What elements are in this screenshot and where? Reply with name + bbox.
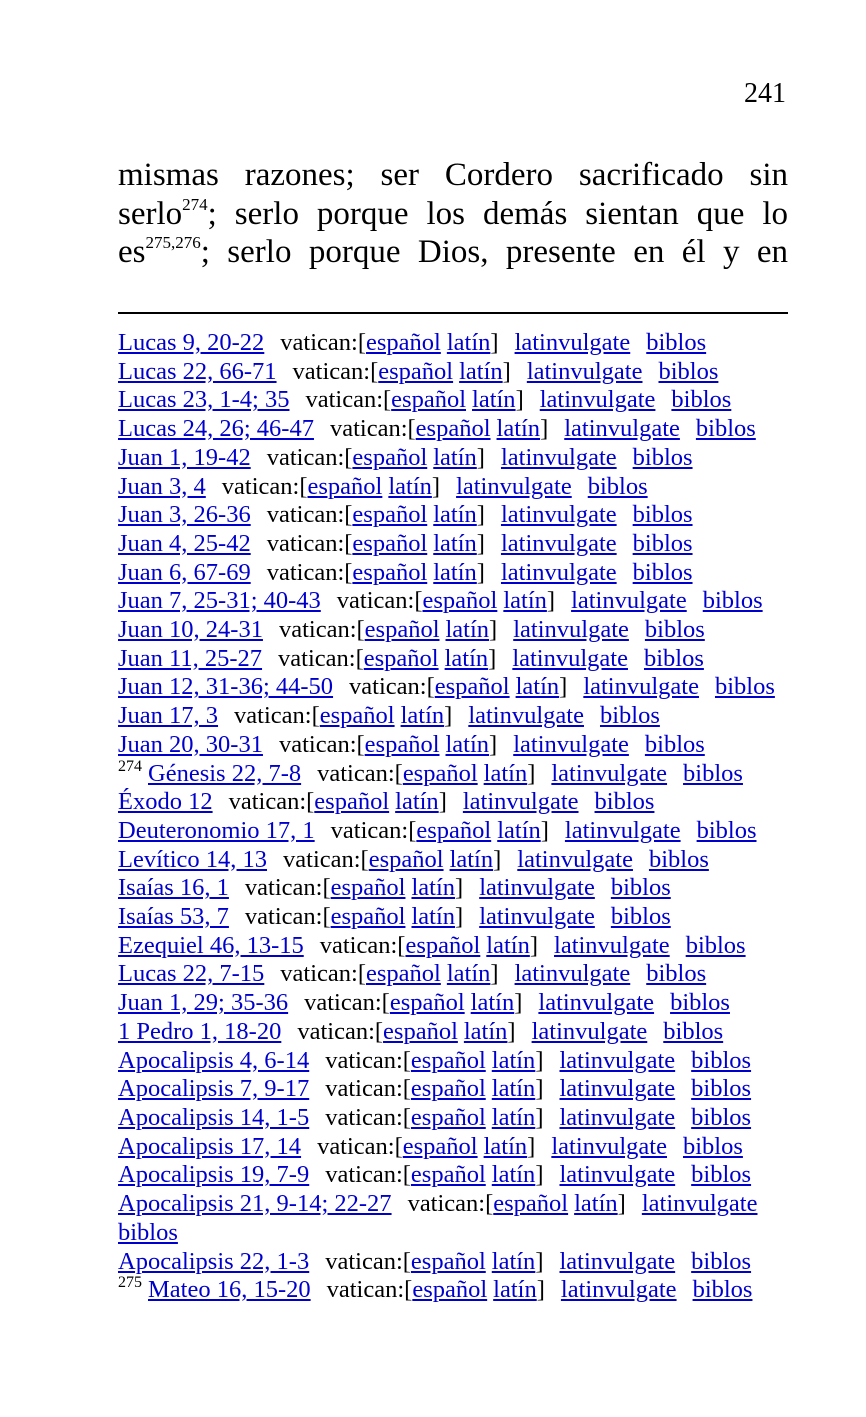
footnote-line [118, 1018, 798, 1047]
scripture-reference-link[interactable]: Lucas 22, 66-71 [118, 357, 277, 385]
espanol-link[interactable]: español [410, 1161, 486, 1189]
footnote-number: 274 [118, 757, 142, 775]
footnote-line [118, 846, 798, 875]
latin-link[interactable]: latín [433, 443, 477, 471]
scripture-reference-link[interactable]: Apocalipsis 21, 9-14; 22-27 [118, 1190, 392, 1218]
biblos-link[interactable]: biblos [644, 616, 705, 644]
bracket-close: ] [476, 529, 485, 557]
vatican-label: vatican:[ [297, 1017, 384, 1045]
latin-link[interactable]: latín [433, 501, 477, 529]
vatican-label: vatican:[ [325, 1046, 411, 1074]
page-number: 241 [744, 78, 786, 109]
biblos-link[interactable]: biblos [691, 1247, 752, 1275]
latin-link[interactable]: latín [491, 1075, 536, 1103]
footnote-line [118, 757, 798, 789]
espanol-link[interactable]: español [307, 472, 383, 500]
latinvulgate-link[interactable]: latinvulgate [517, 845, 633, 873]
vatican-label: vatican:[ [336, 587, 423, 615]
scripture-reference-link[interactable]: Lucas 23, 1-4; 35 [118, 386, 290, 414]
latin-link[interactable]: latín [515, 673, 560, 701]
bracket-close: ] [514, 989, 523, 1017]
scripture-reference-link[interactable]: Juan 1, 29; 35-36 [118, 989, 289, 1017]
biblos-link[interactable]: biblos [646, 329, 707, 356]
bracket-close: ] [455, 903, 464, 931]
bracket-close: ] [535, 1075, 544, 1103]
vatican-label: vatican:[ [278, 616, 365, 644]
biblos-link[interactable]: biblos [683, 759, 743, 787]
latin-link[interactable]: latín [483, 1132, 528, 1160]
latin-link[interactable]: latín [445, 616, 490, 644]
latinvulgate-link[interactable]: latinvulgate [554, 931, 670, 959]
latin-link[interactable]: latín [486, 931, 530, 959]
footnote-ref-274[interactable]: 274 [182, 194, 208, 214]
latinvulgate-link[interactable]: latinvulgate [559, 1075, 676, 1103]
espanol-link[interactable]: español [415, 415, 491, 443]
footnote-line [118, 616, 798, 645]
scripture-reference-link[interactable]: Juan 1, 19-42 [118, 443, 251, 471]
latinvulgate-link[interactable]: latinvulgate [571, 587, 687, 615]
espanol-link[interactable]: español [410, 1046, 486, 1074]
latinvulgate-link[interactable]: latinvulgate [468, 702, 584, 730]
scripture-reference-link[interactable]: Apocalipsis 22, 1-3 [118, 1247, 310, 1275]
footnote-line [118, 444, 798, 473]
footnote-line [118, 415, 798, 444]
footnote-line [118, 1133, 798, 1162]
biblos-link[interactable]: biblos [587, 472, 648, 500]
biblos-link[interactable]: biblos [594, 788, 655, 816]
footnote-line [118, 473, 798, 502]
latinvulgate-link[interactable]: latinvulgate [456, 472, 572, 500]
latin-link[interactable]: latín [400, 702, 445, 730]
espanol-link[interactable]: español [352, 529, 428, 557]
biblos-link[interactable]: biblos [663, 1017, 724, 1045]
latin-link[interactable]: latín [496, 415, 541, 443]
biblos-link[interactable]: biblos [610, 874, 671, 902]
scripture-reference-link[interactable]: Apocalipsis 19, 7-9 [118, 1161, 310, 1189]
footnote-line [118, 1276, 798, 1305]
latinvulgate-link[interactable]: latinvulgate [500, 529, 617, 557]
latin-link[interactable]: latín [449, 845, 494, 873]
latin-link[interactable]: latín [493, 1276, 537, 1304]
scripture-reference-link[interactable]: Juan 10, 24-31 [118, 616, 263, 644]
espanol-link[interactable]: español [366, 329, 441, 356]
biblos-link[interactable]: biblos [691, 1103, 752, 1131]
latin-link[interactable]: latín [463, 1017, 508, 1045]
latinvulgate-link[interactable]: latinvulgate [560, 1276, 677, 1304]
latinvulgate-link[interactable]: latinvulgate [564, 816, 681, 844]
footnote-line [118, 1047, 798, 1076]
biblos-link[interactable]: biblos [599, 702, 660, 730]
espanol-link[interactable]: español [366, 960, 441, 988]
footnote-line [118, 501, 798, 530]
latinvulgate-link[interactable]: latinvulgate [500, 443, 617, 471]
latin-link[interactable]: latín [491, 1046, 536, 1074]
latin-link[interactable]: latín [388, 472, 432, 500]
vatican-label: vatican:[ [234, 702, 320, 730]
footnote-line [118, 358, 798, 387]
vatican-label: vatican:[ [326, 1276, 413, 1304]
espanol-link[interactable]: español [402, 759, 478, 787]
latinvulgate-link[interactable]: latinvulgate [559, 1161, 676, 1189]
body-line: mismas razones; ser Cordero sacrificado sin [118, 157, 788, 193]
vatican-label: vatican:[ [266, 558, 353, 586]
latinvulgate-link[interactable]: latinvulgate [513, 730, 629, 758]
footnote-line [118, 386, 798, 415]
vatican-label: vatican:[ [325, 1103, 411, 1131]
biblos-link[interactable]: biblos [691, 1046, 752, 1074]
bracket-close: ] [489, 730, 498, 758]
bracket-close: ] [540, 415, 549, 443]
biblos-link[interactable]: biblos [118, 1218, 178, 1246]
biblos-link[interactable]: biblos [648, 845, 709, 873]
bracket-close: ] [488, 644, 497, 672]
bracket-close: ] [536, 1276, 545, 1304]
scripture-reference-link[interactable]: Juan 20, 30-31 [118, 730, 263, 758]
bracket-close: ] [546, 587, 556, 615]
bracket-close: ] [535, 1247, 544, 1275]
latin-link[interactable]: latín [491, 1161, 536, 1189]
vatican-label: vatican:[ [244, 903, 331, 931]
espanol-link[interactable]: español [410, 1103, 486, 1131]
biblos-link[interactable]: biblos [632, 529, 693, 557]
scripture-reference-link[interactable]: Juan 6, 67-69 [118, 558, 251, 586]
footnote-line [118, 788, 798, 817]
scripture-reference-link[interactable]: 1 Pedro 1, 18-20 [118, 1017, 282, 1045]
latin-link[interactable]: latín [395, 788, 439, 816]
scripture-reference-link[interactable]: Lucas 22, 7-15 [118, 960, 265, 988]
bracket-close: ] [502, 357, 511, 385]
latinvulgate-link[interactable]: latinvulgate [514, 960, 631, 988]
latinvulgate-link[interactable]: latinvulgate [641, 1190, 758, 1218]
bracket-close: ] [431, 472, 441, 500]
vatican-label: vatican:[ [319, 931, 406, 959]
scripture-reference-link[interactable]: Juan 3, 26-36 [118, 501, 251, 529]
espanol-link[interactable]: español [493, 1190, 569, 1218]
footnote-line [118, 530, 798, 559]
biblos-link[interactable]: biblos [696, 816, 757, 844]
latinvulgate-link[interactable]: latinvulgate [538, 989, 655, 1017]
bracket-close: ] [507, 1017, 516, 1045]
vatican-label: vatican:[ [280, 329, 366, 356]
latin-link[interactable]: latín [470, 989, 515, 1017]
bracket-close: ] [527, 759, 536, 787]
biblos-link[interactable]: biblos [695, 415, 756, 443]
scripture-reference-link[interactable]: Juan 4, 25-42 [118, 529, 251, 557]
bracket-close: ] [515, 386, 524, 414]
biblos-link[interactable]: biblos [643, 644, 704, 672]
biblos-link[interactable]: biblos [610, 903, 671, 931]
footnote-line [118, 874, 798, 903]
bracket-close: ] [559, 673, 568, 701]
latinvulgate-link[interactable]: latinvulgate [462, 788, 579, 816]
scripture-reference-link[interactable]: Apocalipsis 14, 1-5 [118, 1103, 310, 1131]
vatican-label: vatican:[ [228, 788, 315, 816]
latinvulgate-link[interactable]: latinvulgate [526, 357, 643, 385]
scripture-reference-link[interactable]: Mateo 16, 15-20 [148, 1276, 311, 1304]
espanol-link[interactable]: español [410, 1075, 486, 1103]
footnote-line [118, 1248, 798, 1277]
footnote-line [118, 932, 798, 961]
espanol-link[interactable]: español [352, 558, 428, 586]
footnote-line [118, 960, 798, 989]
latin-link[interactable]: latín [459, 357, 503, 385]
scripture-reference-link[interactable]: Juan 12, 31-36; 44-50 [118, 673, 334, 701]
bracket-close: ] [490, 329, 499, 356]
scripture-reference-link[interactable]: Éxodo 12 [118, 788, 213, 816]
latinvulgate-link[interactable]: latinvulgate [559, 1103, 676, 1131]
latin-link[interactable]: latín [503, 587, 547, 615]
vatican-label: vatican:[ [304, 989, 390, 1017]
bracket-close: ] [540, 816, 549, 844]
espanol-link[interactable]: español [412, 1276, 488, 1304]
scripture-reference-link[interactable]: Isaías 53, 7 [118, 903, 229, 931]
biblos-link[interactable]: biblos [683, 1132, 743, 1160]
latin-link[interactable]: latín [472, 386, 516, 414]
footnote-line [118, 903, 798, 932]
vatican-label: vatican:[ [349, 673, 435, 701]
vatican-label: vatican:[ [266, 529, 353, 557]
vatican-label: vatican:[ [283, 845, 369, 873]
scripture-reference-link[interactable]: Juan 3, 4 [118, 472, 206, 500]
scripture-reference-link[interactable]: Apocalipsis 7, 9-17 [118, 1075, 310, 1103]
biblos-link[interactable]: biblos [671, 386, 732, 414]
footnote-line [118, 329, 798, 358]
espanol-link[interactable]: español [416, 816, 492, 844]
vatican-label: vatican:[ [278, 730, 365, 758]
latinvulgate-link[interactable]: latinvulgate [539, 386, 656, 414]
latinvulgate-link[interactable]: latinvulgate [513, 616, 629, 644]
bracket-close: ] [493, 845, 502, 873]
latinvulgate-link[interactable]: latinvulgate [479, 903, 595, 931]
latin-link[interactable]: latín [411, 874, 456, 902]
bracket-close: ] [535, 1103, 544, 1131]
espanol-link[interactable]: español [402, 1132, 478, 1160]
latinvulgate-link[interactable]: latinvulgate [512, 644, 628, 672]
espanol-link[interactable]: español [364, 730, 440, 758]
footnote-number: 275 [118, 1274, 142, 1292]
biblos-link[interactable]: biblos [702, 587, 763, 615]
latin-link[interactable]: latín [446, 960, 491, 988]
footnote-line [118, 817, 798, 846]
biblos-link[interactable]: biblos [646, 960, 707, 988]
scripture-reference-link[interactable]: Ezequiel 46, 13-15 [118, 931, 304, 959]
latinvulgate-link[interactable]: latinvulgate [564, 415, 680, 443]
vatican-label: vatican:[ [280, 960, 366, 988]
footnote-line [118, 673, 798, 702]
espanol-link[interactable]: español [410, 1247, 486, 1275]
latinvulgate-link[interactable]: latinvulgate [479, 874, 595, 902]
espanol-link[interactable]: español [364, 616, 440, 644]
bracket-close: ] [617, 1190, 626, 1218]
footnote-separator [118, 312, 788, 314]
latin-link[interactable]: latín [574, 1190, 618, 1218]
latin-link[interactable]: latín [433, 529, 477, 557]
scripture-reference-link[interactable]: Génesis 22, 7-8 [148, 759, 302, 787]
vatican-label: vatican:[ [317, 759, 403, 787]
footnote-line [118, 587, 798, 616]
espanol-link[interactable]: español [391, 386, 467, 414]
latinvulgate-link[interactable]: latinvulgate [559, 1046, 676, 1074]
latin-link[interactable]: latín [433, 558, 477, 586]
latinvulgate-link[interactable]: latinvulgate [559, 1247, 676, 1275]
vatican-label: vatican:[ [325, 1075, 411, 1103]
espanol-link[interactable]: español [352, 501, 428, 529]
vatican-label: vatican:[ [292, 357, 379, 385]
latin-link[interactable]: latín [491, 1247, 536, 1275]
espanol-link[interactable]: español [319, 702, 395, 730]
scripture-reference-link[interactable]: Levítico 14, 13 [118, 845, 268, 873]
espanol-link[interactable]: español [330, 874, 406, 902]
bracket-close: ] [476, 443, 485, 471]
espanol-link[interactable]: español [352, 443, 428, 471]
latinvulgate-link[interactable]: latinvulgate [514, 329, 631, 356]
biblos-link[interactable]: biblos [692, 1276, 753, 1304]
scripture-reference-link[interactable]: Deuteronomio 17, 1 [118, 816, 315, 844]
latinvulgate-link[interactable]: latinvulgate [551, 1132, 667, 1160]
biblos-link[interactable]: biblos [644, 730, 705, 758]
latinvulgate-link[interactable]: latinvulgate [531, 1017, 648, 1045]
scripture-reference-link[interactable]: Apocalipsis 17, 14 [118, 1132, 302, 1160]
latin-link[interactable]: latín [446, 329, 491, 356]
latin-link[interactable]: latín [445, 730, 490, 758]
vatican-label: vatican:[ [305, 386, 392, 414]
latinvulgate-link[interactable]: latinvulgate [583, 673, 699, 701]
biblos-link[interactable]: biblos [658, 357, 719, 385]
biblos-link[interactable]: biblos [714, 673, 775, 701]
latin-link[interactable]: latín [444, 644, 489, 672]
latin-link[interactable]: latín [411, 903, 456, 931]
bracket-close: ] [535, 1161, 544, 1189]
espanol-link[interactable]: español [378, 357, 454, 385]
bracket-close: ] [455, 874, 464, 902]
latin-link[interactable]: latín [491, 1103, 536, 1131]
scripture-reference-link[interactable]: Lucas 24, 26; 46-47 [118, 415, 314, 443]
footnote-line [118, 1161, 798, 1190]
espanol-link[interactable]: español [314, 788, 390, 816]
latinvulgate-link[interactable]: latinvulgate [551, 759, 668, 787]
footnote-line [118, 645, 798, 674]
bracket-close: ] [444, 702, 453, 730]
bracket-close: ] [438, 788, 447, 816]
biblos-link[interactable]: biblos [691, 1075, 752, 1103]
body-line: serlo$^{274}$; serlo porque los demás sientan que lo [118, 194, 788, 232]
scripture-reference-link[interactable]: Lucas 9, 20-22 [118, 329, 265, 356]
latinvulgate-link[interactable]: latinvulgate [500, 501, 617, 529]
biblos-link[interactable]: biblos [685, 931, 746, 959]
scripture-reference-link[interactable]: Juan 11, 25-27 [118, 644, 263, 672]
footnote-line [118, 1075, 798, 1104]
footnote-line [118, 559, 798, 588]
vatican-label: vatican:[ [221, 472, 308, 500]
footnote-line [118, 731, 798, 760]
biblos-link[interactable]: biblos [632, 501, 693, 529]
footnotes [118, 329, 798, 1305]
espanol-link[interactable]: español [383, 1017, 458, 1045]
vatican-label: vatican:[ [266, 443, 353, 471]
espanol-link[interactable]: español [330, 903, 406, 931]
espanol-link[interactable]: español [363, 644, 439, 672]
bracket-close: ] [476, 501, 485, 529]
footnote-line [118, 1104, 798, 1133]
biblos-link[interactable]: biblos [632, 443, 693, 471]
biblos-link[interactable]: biblos [691, 1161, 752, 1189]
latin-link[interactable]: latín [483, 759, 528, 787]
bracket-close: ] [490, 960, 499, 988]
vatican-label: vatican:[ [325, 1247, 411, 1275]
bracket-close: ] [529, 931, 539, 959]
body-line: es$^{275,276}$; serlo porque Dios, presente en él y en [118, 233, 788, 270]
vatican-label: vatican:[ [325, 1161, 411, 1189]
latinvulgate-link[interactable]: latinvulgate [500, 558, 617, 586]
biblos-link[interactable]: biblos [632, 558, 693, 586]
bracket-close: ] [535, 1046, 544, 1074]
body-paragraph [118, 156, 788, 272]
espanol-link[interactable]: español [434, 673, 510, 701]
latin-link[interactable]: latín [497, 816, 541, 844]
vatican-label: vatican:[ [278, 644, 364, 672]
espanol-link[interactable]: español [389, 989, 465, 1017]
footnote-ref-275-276[interactable]: 275,276 [145, 233, 201, 252]
footnote-line [118, 702, 798, 731]
scripture-reference-link[interactable]: Apocalipsis 4, 6-14 [118, 1046, 310, 1074]
vatican-label: vatican:[ [266, 501, 353, 529]
footnote-line [118, 989, 798, 1018]
footnote-line [118, 1190, 790, 1247]
vatican-label: vatican:[ [329, 415, 416, 443]
vatican-label: vatican:[ [407, 1190, 494, 1218]
bracket-close: ] [527, 1132, 536, 1160]
scripture-reference-link[interactable]: Juan 17, 3 [118, 702, 219, 730]
scripture-reference-link[interactable]: Juan 7, 25-31; 40-43 [118, 587, 321, 615]
vatican-label: vatican:[ [244, 874, 331, 902]
espanol-link[interactable]: español [422, 587, 498, 615]
scripture-reference-link[interactable]: Isaías 16, 1 [118, 874, 229, 902]
vatican-label: vatican:[ [330, 816, 417, 844]
vatican-label: vatican:[ [317, 1132, 403, 1160]
espanol-link[interactable]: español [405, 931, 481, 959]
bracket-close: ] [476, 558, 485, 586]
espanol-link[interactable]: español [368, 845, 444, 873]
biblos-link[interactable]: biblos [670, 989, 730, 1017]
bracket-close: ] [489, 616, 498, 644]
